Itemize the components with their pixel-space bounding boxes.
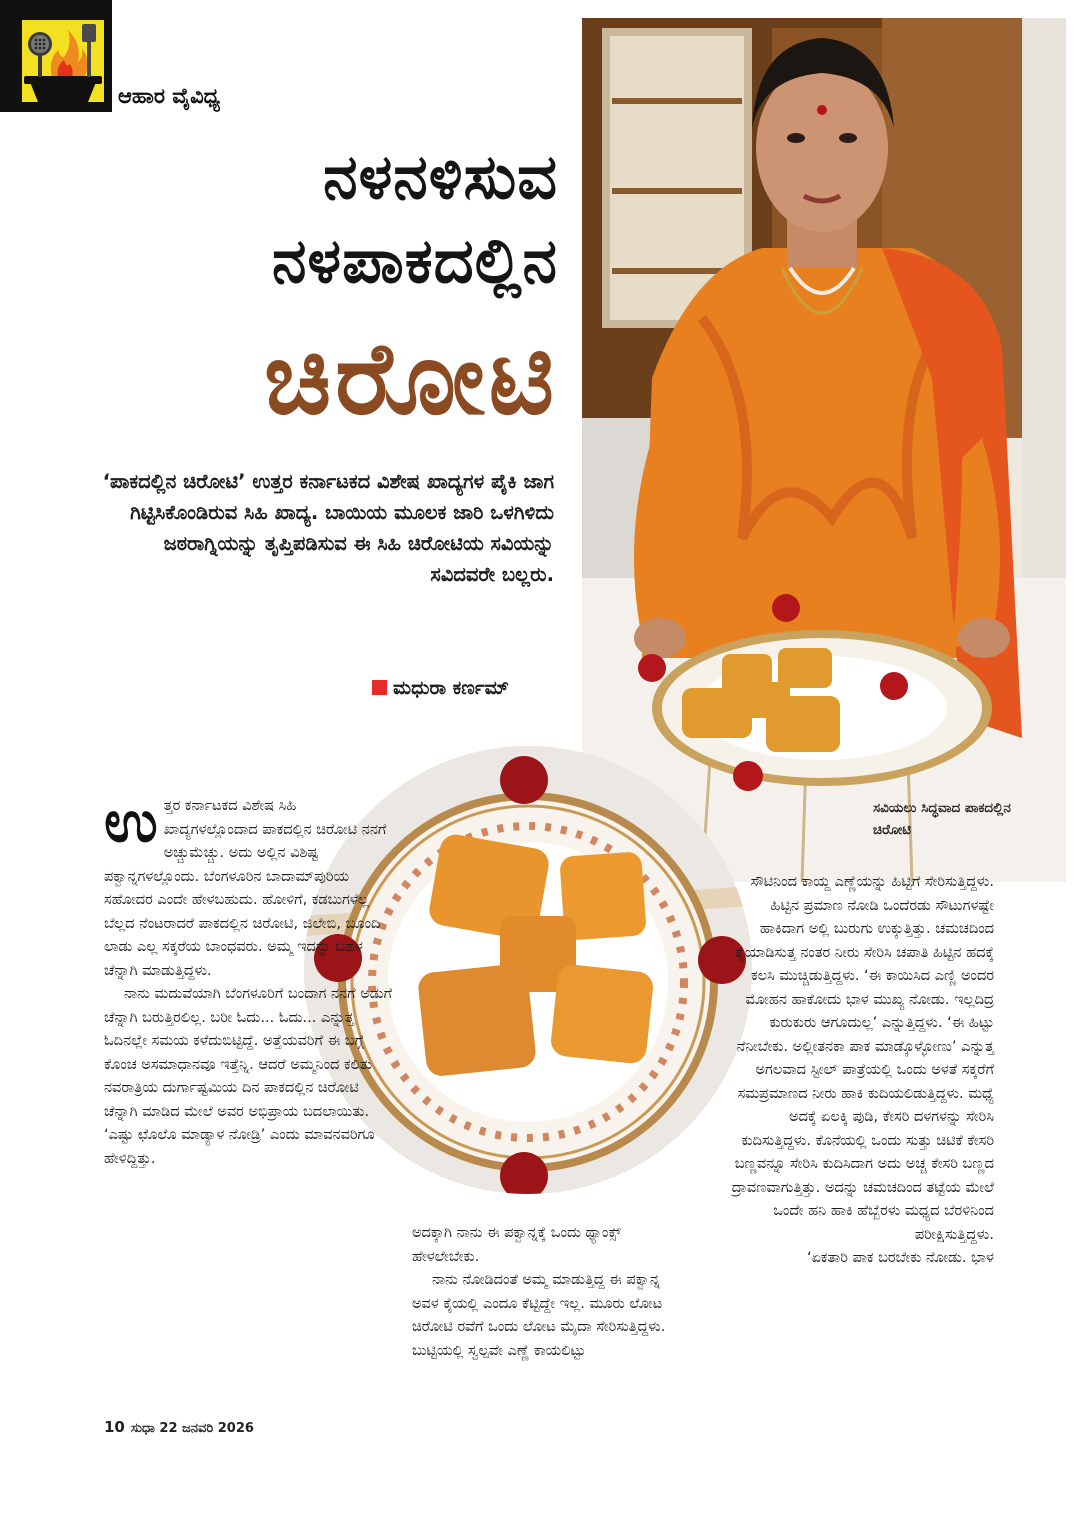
paragraph: ನಾನು ನೋಡಿದಂತೆ ಅಮ್ಮ ಮಾಡುತ್ತಿದ್ದ ಈ ಪಕ್ವಾನ್ನ ಅವಳ ಕೈಯಲ್ಲಿ ಎಂದೂ ಕೆಟ್ಟಿದ್ದೇ ಇಲ್ಲ. ಮೂರು ಲೋಟ ಚಿರೋಟಿ ರವೆಗೆ ಒಂದು ಲೋಟ ಮೈದಾ ಸೇರಿಸುತ್ತಿದ್ದಳು. ಬುಟ್ಟಿಯಲ್ಲಿ ಸ್ವಲ್ಪವೇ ಎಣ್ಣೆ ಕಾಯಲಿಟ್ಟು [412,1272,666,1359]
byline-marker [372,680,387,695]
section-logo [0,0,112,112]
byline [372,677,554,699]
dropcap: ಉ [104,787,158,855]
body-column-1 [104,787,394,1171]
author-photo [582,18,1066,882]
page-number: 10 [104,1418,125,1436]
intro-text: ‘ಪಾಕದಲ್ಲಿನ ಚಿರೋಟಿ’ ಉತ್ತರ ಕರ್ನಾಟಕದ ವಿಶೇಷ ಖಾದ್ಯಗಳ ಪೈಕಿ ಜಾಗ ಗಿಟ್ಟಿಸಿಕೊಂಡಿರುವ ಸಿಹಿ ಖಾದ್ಯ. ಬಾಯಿಯ ಮೂಲಕ ಜಾರಿ ಒಳಗಿಳಿದು ಜಠರಾಗ್ನಿಯನ್ನು ತೃಪ್ತಿಪಡಿಸುವ ಈ ಸಿಹಿ ಚಿರೋಟಿಯ ಸವಿಯನ್ನು ಸವಿದವರೇ ಬಲ್ಲರು. [102,470,554,586]
paragraph: ‘ಏಕತಾರಿ ಪಾಕ ಬರಬೇಕು ನೋಡು. ಭಾಳ [806,1250,994,1266]
paragraph: ನಾನು ಮದುವೆಯಾಗಿ ಬೆಂಗಳೂರಿಗೆ ಬಂದಾಗ ನನಗೆ ಅಡುಗೆ ಚೆನ್ನಾಗಿ ಬರುತ್ತಿರಲಿಲ್ಲ. ಬರೀ ಓದು... ಓದು... ಎನ್ನುತ್ತ ಓದಿನಲ್ಲೇ ಸಮಯ ಕಳೆದುಬಿಟ್ಟಿದ್ದೆ. ಅತ್ತೆಯವರಿಗೆ ಈ ಬಗ್ಗೆ ಕೊಂಚ ಅಸಮಾಧಾನವೂ ಇತ್ತೆನ್ನಿ. ಆದರೆ ಅಮ್ಮನಿಂದ ಕಲಿತು ನವರಾತ್ರಿಯ ದುರ್ಗಾಷ್ಟಮಿಯ ದಿನ ಪಾಕದಲ್ಲಿನ ಚಿರೋಟಿ ಚೆನ್ನಾಗಿ ಮಾಡಿದ ಮೇಲೆ ಅವರ ಅಭಿಪ್ರಾಯ ಬದಲಾಯಿತು. ‘ಎಷ್ಟು ಛೊಲೊ ಮಾಡ್ಯಾಳ ನೋಡ್ರಿ’ ಎಂದು ಮಾವನವರಿಗೂ ಹೇಳಿದ್ದಿತ್ತು. [104,986,393,1167]
headline-line-3: ಚಿರೋಟಿ [264,320,558,437]
page-footer [104,1418,254,1436]
headline-line-1: ನಳನಳಿಸುವ [323,140,558,213]
headline-line-2: ನಳಪಾಕದಲ್ಲಿನ [271,224,558,297]
paragraph: ಸೌಟಿನಿಂದ ಕಾಯ್ದ ಎಣ್ಣೆಯನ್ನು ಹಿಟ್ಟಿಗೆ ಸೇರಿಸುತ್ತಿದ್ದಳು. ಹಿಟ್ಟಿನ ಪ್ರಮಾಣ ನೋಡಿ ಒಂದೆರಡು ಸೌಟುಗಳಷ್ಟೇ ಹಾಕಿದಾಗ ಅಲ್ಲಿ ಬುರುಗು ಉಕ್ಕುತ್ತಿತ್ತು. ಚಮಚದಿಂದ ಕೈಯಾಡಿಸುತ್ತ ನಂತರ ನೀರು ಸೇರಿಸಿ ಚಪಾತಿ ಹಿಟ್ಟಿನ ಹದಕ್ಕೆ ಕಲಸಿ ಮುಚ್ಚಿಡುತ್ತಿದ್ದಳು. ‘ಈ ಕಾಯಿಸಿದ ಎಣ್ಣಿ ಅಂದರ ಮೋಹನ ಹಾಕೋದು ಭಾಳ ಮುಖ್ಯ ನೋಡು. ಇಲ್ಲದಿದ್ರ ಕುರುಕುರು ಆಗೂದುಲ್ಲ’ ಎನ್ನುತ್ತಿದ್ದಳು. ‘ಈ ಹಿಟ್ಟು ನೆನೀಬೇಕು. ಅಲ್ಲೀತನಕಾ ಪಾಕ ಮಾಡ್ಕೊಳ್ಳೋಣು’ ಎನ್ನುತ್ತ ಅಗಲವಾದ ಸ್ಟೀಲ್ ಪಾತ್ರೆಯಲ್ಲಿ ಒಂದು ಅಳತೆ ಸಕ್ಕರೆಗೆ ಸಮಪ್ರಮಾಣದ ನೀರು ಹಾಕಿ ಕುದಿಯಲಿಡುತ್ತಿದ್ದಳು. ಮಧ್ಯೆ ಅದಕ್ಕೆ ಏಲಕ್ಕಿ ಪುಡಿ, ಕೇಸರಿ ದಳಗಳನ್ನು ಸೇರಿಸಿ ಕುದಿಸುತ್ತಿದ್ದಳು. ಕೊನೆಯಲ್ಲಿ ಒಂದು ಸುತ್ತು ಚಿಟಿಕೆ ಕೇಸರಿ ಬಣ್ಣವನ್ನೂ ಸೇರಿಸಿ ಕುದಿಸಿದಾಗ ಅದು ಅಚ್ಚ ಕೇಸರಿ ಬಣ್ಣದ ದ್ರಾವಣವಾಗುತ್ತಿತ್ತು. ಅದನ್ನು ಚಮಚದಿಂದ ತಟ್ಟೆಯ ಮೇಲೆ ಒಂದೇ ಹನಿ ಹಾಕಿ ಹೆಬ್ಬೆರಳು ಮಧ್ಯದ ಬೆರಳಿನಿಂದ ಪರೀಕ್ಷಿಸುತ್ತಿದ್ದಳು. [731,874,994,1243]
body-column-2 [412,1222,670,1363]
photo-caption: ಸವಿಯಲು ಸಿದ್ಧವಾದ ಪಾಕದಲ್ಲಿನ ಚಿರೋಟಿ [873,800,1011,838]
paragraph: ಅದಕ್ಕಾಗಿ ನಾನು ಈ ಪಕ್ವಾನ್ನಕ್ಕೆ ಒಂದು ಥ್ಯಾಂಕ್ಸ್ ಹೇಳಲೇಬೇಕು. [412,1225,622,1265]
paragraph [104,787,394,983]
author-name: ಮಧುರಾ ಕರ್ಣಮ್ [393,677,509,699]
paragraph-text: ತ್ತರ ಕರ್ನಾಟಕದ ವಿಶೇಷ ಸಿಹಿ ಖಾದ್ಯಗಳಲ್ಲೊಂದಾದ ಪಾಕದಲ್ಲಿನ ಚಿರೋಟಿ ನನಗೆ ಅಚ್ಚುಮೆಚ್ಚು. ಅದು ಅಲ್ಲಿನ ವಿಶಿಷ್ಟ ಪಕ್ವಾನ್ನಗಳಲ್ಲೊಂದು. ಬೆಂಗಳೂರಿನ ಬಾದಾಮ್‌ಪುರಿಯ ಸಹೋದರ ಎಂದೇ ಹೇಳಬಹುದು. ಹೋಳಿಗೆ, ಕಡಬುಗಳೆಲ್ಲ ಬೆಲ್ಲದ ನೆಂಟರಾದರೆ ಪಾಕದಲ್ಲಿನ ಚಿರೋಟಿ, ಜಿಲೇಬಿ, ಬೂಂದಿ ಲಾಡು ಎಲ್ಲ ಸಕ್ಕರೆಯ ಬಾಂಧವರು. ಅಮ್ಮ ಇದನ್ನು ಬಹಳ ಚೆನ್ನಾಗಿ ಮಾಡುತ್ತಿದ್ದಳು. [104,798,387,979]
cooking-pot-skimmer-spatula-icon [22,20,104,102]
footer-text: ಸುಧಾ 22 ಜನವರಿ 2026 [130,1421,254,1436]
section-tag: ಆಹಾರ ವೈವಿಧ್ಯ [118,84,221,108]
body-column-3 [728,871,994,1271]
